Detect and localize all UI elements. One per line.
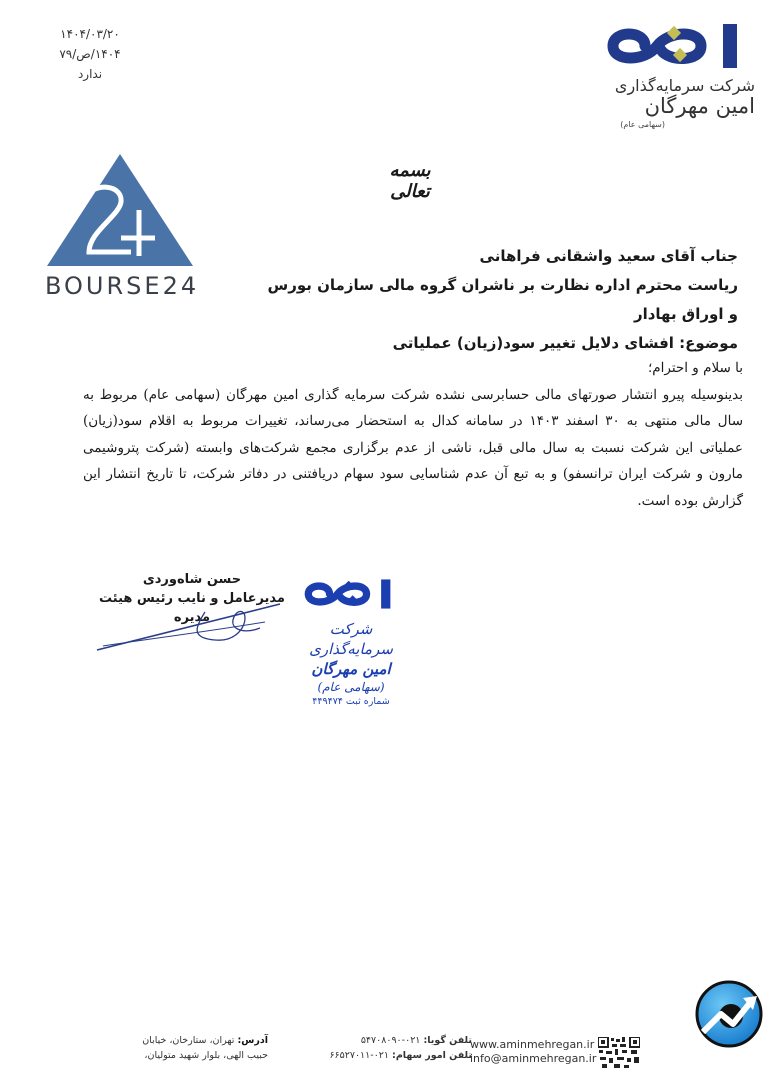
signature-scribble-icon (95, 598, 285, 653)
footer-phones (292, 1033, 472, 1063)
stamp-logo-icon (303, 575, 399, 613)
website-link[interactable]: www.aminmehregan.ir (470, 1038, 595, 1051)
bourse24-triangle-icon (45, 152, 195, 270)
stamp-line1: شرکت سرمایه‌گذاری (309, 620, 393, 658)
company-name-line1: شرکت سرمایه‌گذاری (614, 76, 755, 95)
bourse24-badge-icon (695, 980, 763, 1048)
stamp-line2: امین مهرگان (311, 660, 391, 678)
company-stamp (296, 575, 406, 709)
footer-address (108, 1033, 268, 1063)
stamp-registration: شماره ثبت ۴۴۹۴۷۴ (312, 696, 390, 707)
letter-attachment: ندارد (77, 67, 103, 81)
letter-body (83, 355, 743, 514)
address-label: آدرس: (237, 1035, 268, 1046)
bourse24-logo (45, 152, 200, 300)
letter-subject: موضوع: افشای دلایل تغییر سود(زیان) عملیاتی (392, 334, 738, 352)
bismillah-heading: بسمه تعالی (389, 160, 431, 202)
letter-number: ۱۴۰۴/ص/۷۹ (59, 47, 121, 61)
email-link[interactable]: info@aminmehregan.ir (470, 1052, 597, 1065)
phone-label: تلفن گویا: (423, 1035, 472, 1046)
signer-position: مدیرعامل و نایب رئیس هیئت مدیره (99, 591, 285, 625)
greeting: با سلام و احترام؛ (647, 360, 743, 376)
shares-phone-number: ۰۲۱-۶۶۵۲۷۰۱۱ (329, 1050, 390, 1061)
letter-date: ۱۴۰۴/۰۳/۲۰ (60, 27, 120, 41)
company-name-line2: امین مهرگان (644, 94, 755, 118)
letter-meta (40, 24, 140, 84)
addressee-title: ریاست محترم اداره نظارت بر ناشران گروه مالی سازمان بورس و اوراق بهادار (267, 276, 738, 323)
body-paragraph: بدینوسیله پیرو انتشار صورتهای مالی حسابرسی نشده شرکت سرمایه گذاری امین مهرگان (سهامی عام) مربوط به سال مالی منتهی به ۳۰ اسفند ۱۴۰۳ در سامانه کدال به استحضار می‌رساند، تغییرات مربوط به اقلام سود(زیان) عملیاتی این شرکت نسبت به سال مالی قبل، ناشی از عدم برگزاری مجمع شرکت‌های وابسته (شرکت پتروشیمی مارون و شرکت ایران ترانسفو) و به تبع آن عدم شناسایی سود سهام دریافتنی در دفاتر شرکت، تا تاریخ انتشار این گزارش بوده است. (83, 386, 744, 509)
company-logo (605, 20, 755, 129)
addressee-block (258, 242, 738, 358)
address-line1: تهران، ستارخان، خیابان (142, 1035, 235, 1046)
amin-mehregan-logo-icon (605, 20, 750, 72)
phone-number: ۰۲۱-۵۴۷۰۸۰۹۰ (360, 1035, 421, 1046)
addressee-name: جناب آقای سعید واشقانی فراهانی (479, 247, 738, 265)
shares-phone-label: تلفن امور سهام: (392, 1050, 472, 1061)
signer-name: حسن شاه‌وردی (142, 572, 242, 587)
address-line2: حبیب الهی، بلوار شهید متولیان، (144, 1050, 268, 1061)
bourse24-wordmark: BOURSE24 (45, 272, 200, 300)
footer-web (470, 1038, 596, 1066)
qr-code-icon (598, 1037, 640, 1069)
company-type: (سهامی عام) (620, 120, 665, 129)
stamp-line3: (سهامی عام) (317, 680, 385, 694)
